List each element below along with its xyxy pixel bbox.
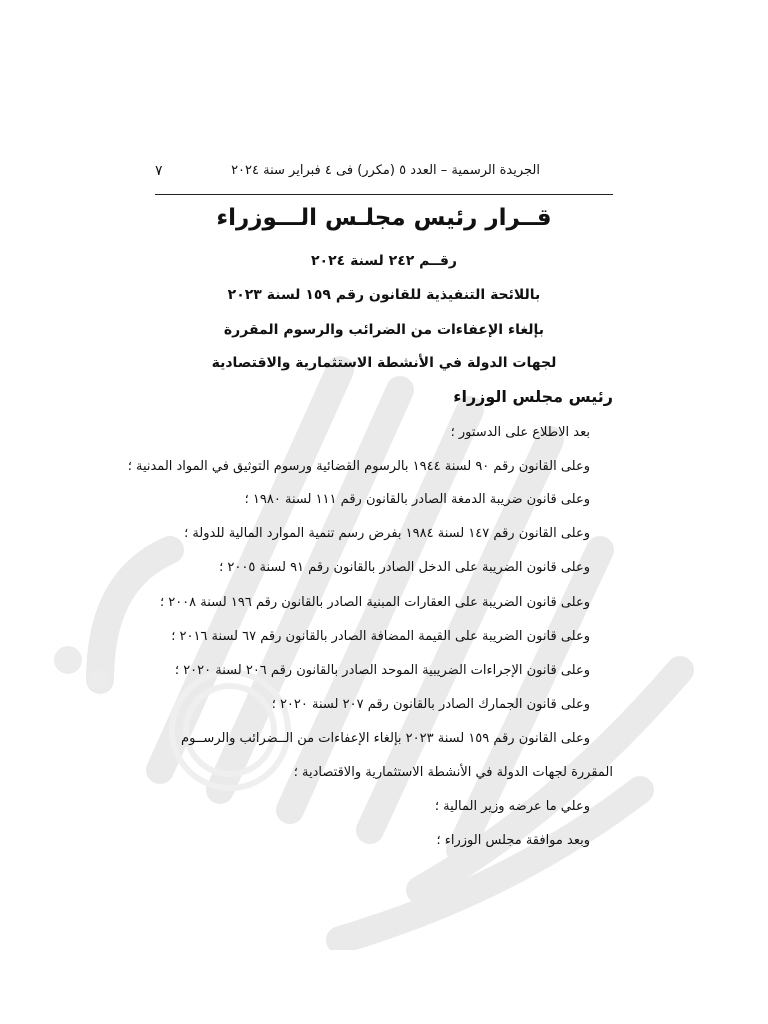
preamble-clause: وعلى قانون الضريبة على القيمة المضافة الصادر بالقانون رقم ٦٧ لسنة ٢٠١٦ ؛ xyxy=(171,629,590,644)
preamble-clause: وعلى القانون رقم ١٤٧ لسنة ١٩٨٤ بفرض رسم تنمية الموارد المالية للدولة ؛ xyxy=(184,526,590,541)
decree-subject-line: باللائحة التنفيذية للقانون رقم ١٥٩ لسنة ٢٠٢٣ xyxy=(227,287,541,303)
page-header xyxy=(155,163,615,185)
preamble-clause: وعلى قانون الإجراءات الضريبية الموحد الصادر بالقانون رقم ٢٠٦ لسنة ٢٠٢٠ ؛ xyxy=(174,663,590,678)
header-divider xyxy=(155,194,613,195)
page-number: ٧ xyxy=(155,163,163,179)
decree-number: رقــم ٢٤٢ لسنة ٢٠٢٤ xyxy=(311,253,457,269)
decree-subject-line: لجهات الدولة في الأنشطة الاستثمارية والاقتصادية xyxy=(211,355,557,371)
preamble-clause-continuation: المقررة لجهات الدولة في الأنشطة الاستثمارية والاقتصادية ؛ xyxy=(293,765,613,780)
closing-clause: وبعد موافقة مجلس الوزراء ؛ xyxy=(436,833,590,848)
preamble-clause: وعلى قانون الضريبة على العقارات المبنية الصادر بالقانون رقم ١٩٦ لسنة ٢٠٠٨ ؛ xyxy=(159,595,590,610)
preamble-clause: وعلى قانون الضريبة على الدخل الصادر بالقانون رقم ٩١ لسنة ٢٠٠٥ ؛ xyxy=(219,560,590,575)
preamble-clause: وعلى القانون رقم ١٥٩ لسنة ٢٠٢٣ بإلغاء الإعفاءات من الــضرائب والرســوم xyxy=(181,731,590,746)
closing-clause: وعلي ما عرضه وزير المالية ؛ xyxy=(434,799,590,814)
preamble-clause: وعلى قانون ضريبة الدمغة الصادر بالقانون رقم ١١١ لسنة ١٩٨٠ ؛ xyxy=(244,492,590,507)
preamble-clause: بعد الاطلاع على الدستور ؛ xyxy=(450,425,590,440)
issuing-authority: رئيس مجلس الوزراء xyxy=(453,387,613,406)
gazette-title: الجريدة الرسمية – العدد ٥ (مكرر) فى ٤ فبراير سنة ٢٠٢٤ xyxy=(231,163,540,178)
decree-title: قــرار رئيس مجلـس الـــوزراء xyxy=(216,205,552,231)
decree-subject-line: بإلغاء الإعفاءات من الضرائب والرسوم المقررة xyxy=(223,322,545,338)
preamble-clause: وعلى القانون رقم ٩٠ لسنة ١٩٤٤ بالرسوم القضائية ورسوم التوثيق في المواد المدنية ؛ xyxy=(127,459,590,474)
preamble-clause: وعلى قانون الجمارك الصادر بالقانون رقم ٢٠٧ لسنة ٢٠٢٠ ؛ xyxy=(271,697,590,712)
